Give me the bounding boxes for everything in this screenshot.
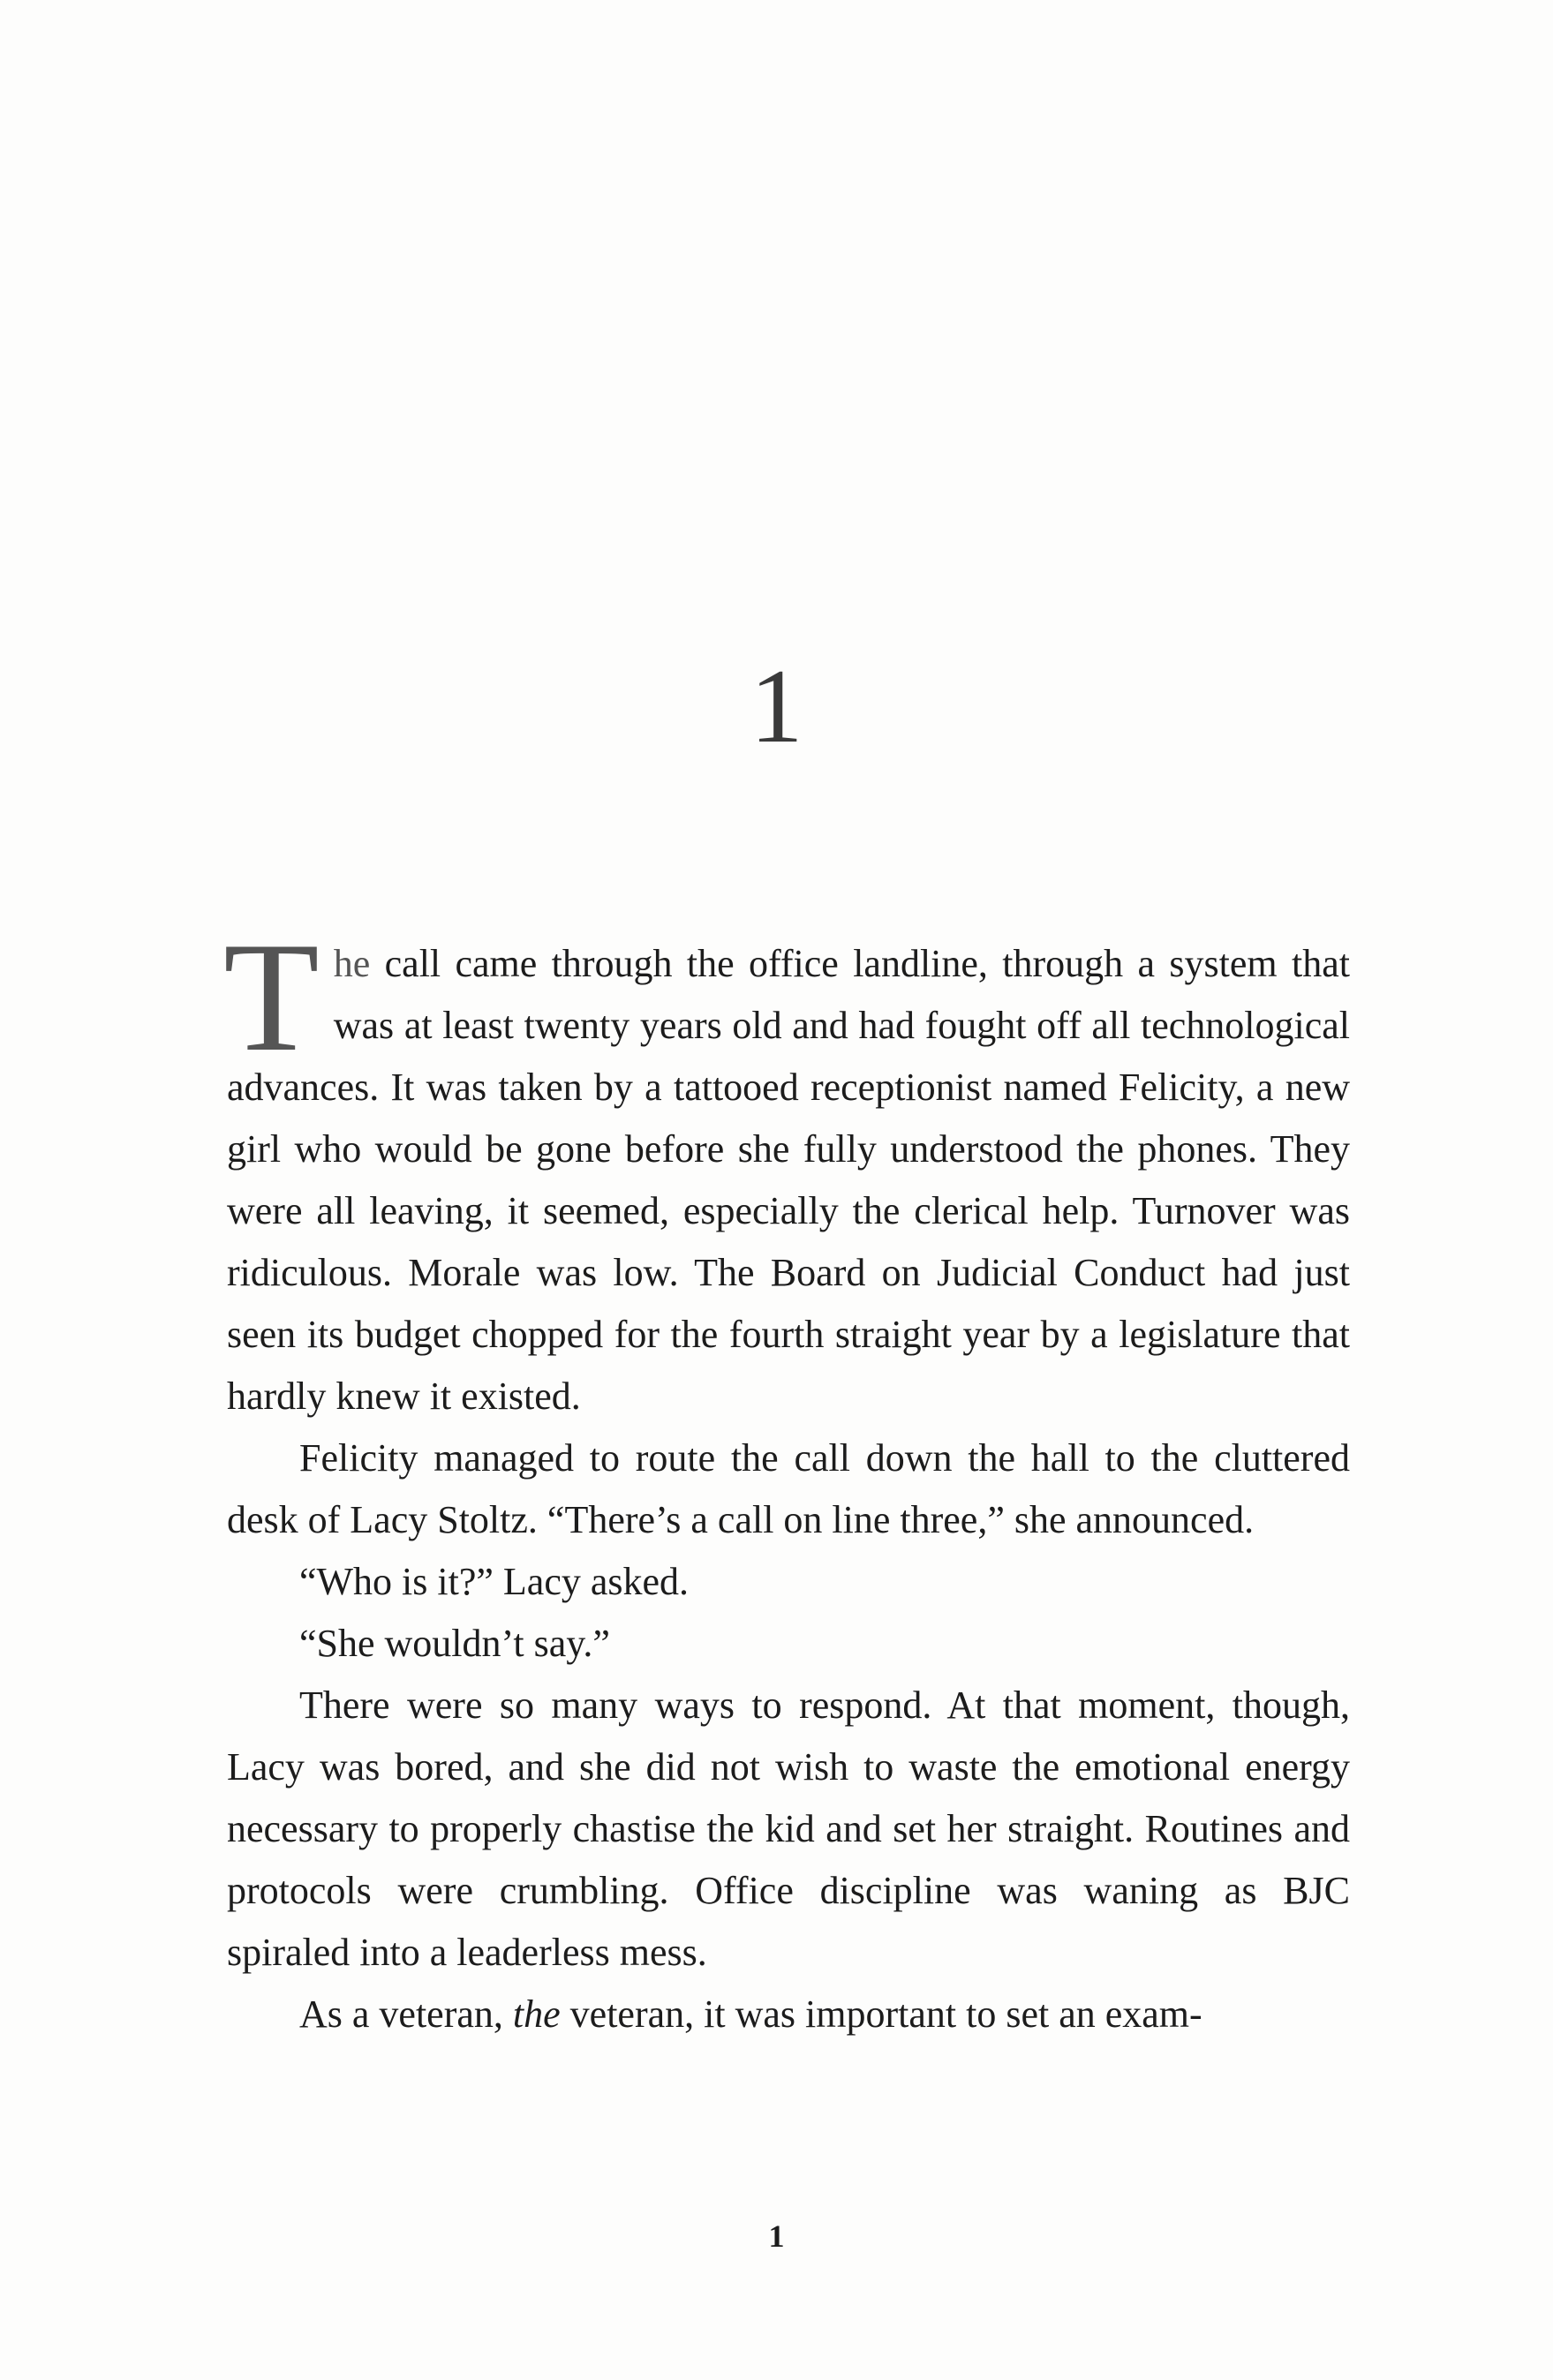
paragraph-1 [223,909,1350,1427]
paragraph-6-emphasis: the [512,1992,561,2036]
body-text [223,909,1350,2045]
paragraph-6-after: veteran, it was important to set an exam- [560,1992,1202,2036]
paragraph-2: Felicity managed to route the call down the hall to the cluttered desk of Lacy Stoltz. “There’s a call on line three,” she announced. [227,1436,1350,1541]
drop-cap: T [223,909,320,1084]
paragraph-6-before: As a veteran, [299,1992,513,2036]
paragraph-6 [227,1984,1350,2045]
page-number: 1 [768,2218,785,2254]
paragraph-4: “She wouldn’t say.” [299,1622,610,1665]
drop-cap-continuation: he [333,942,371,985]
paragraph-3: “Who is it?” Lacy asked. [299,1560,690,1603]
paragraph-1-text: call came through the office landline, through a system that was at least twenty years old and had fought off all technological advances. It was taken by a tattooed receptionist named Felicity, a new girl who would be gone before she fully understood the phones. They were all leaving, it seemed, especially the clerical help. Turnover was ridiculous. Morale was low. The Board on Judicial Conduct had just seen its budget chopped for the fourth straight year by a legislature that hardly knew it existed. [227,942,1350,1418]
chapter-number: 1 [750,647,803,764]
paragraph-5: There were so many ways to respond. At that moment, though, Lacy was bored, and she did not wish to waste the emotional energy necessary to properly chastise the kid and set her straight. Routines and protocols were crumbling. Office discipline was waning as BJC spiraled into a leaderless mess. [227,1683,1350,1974]
